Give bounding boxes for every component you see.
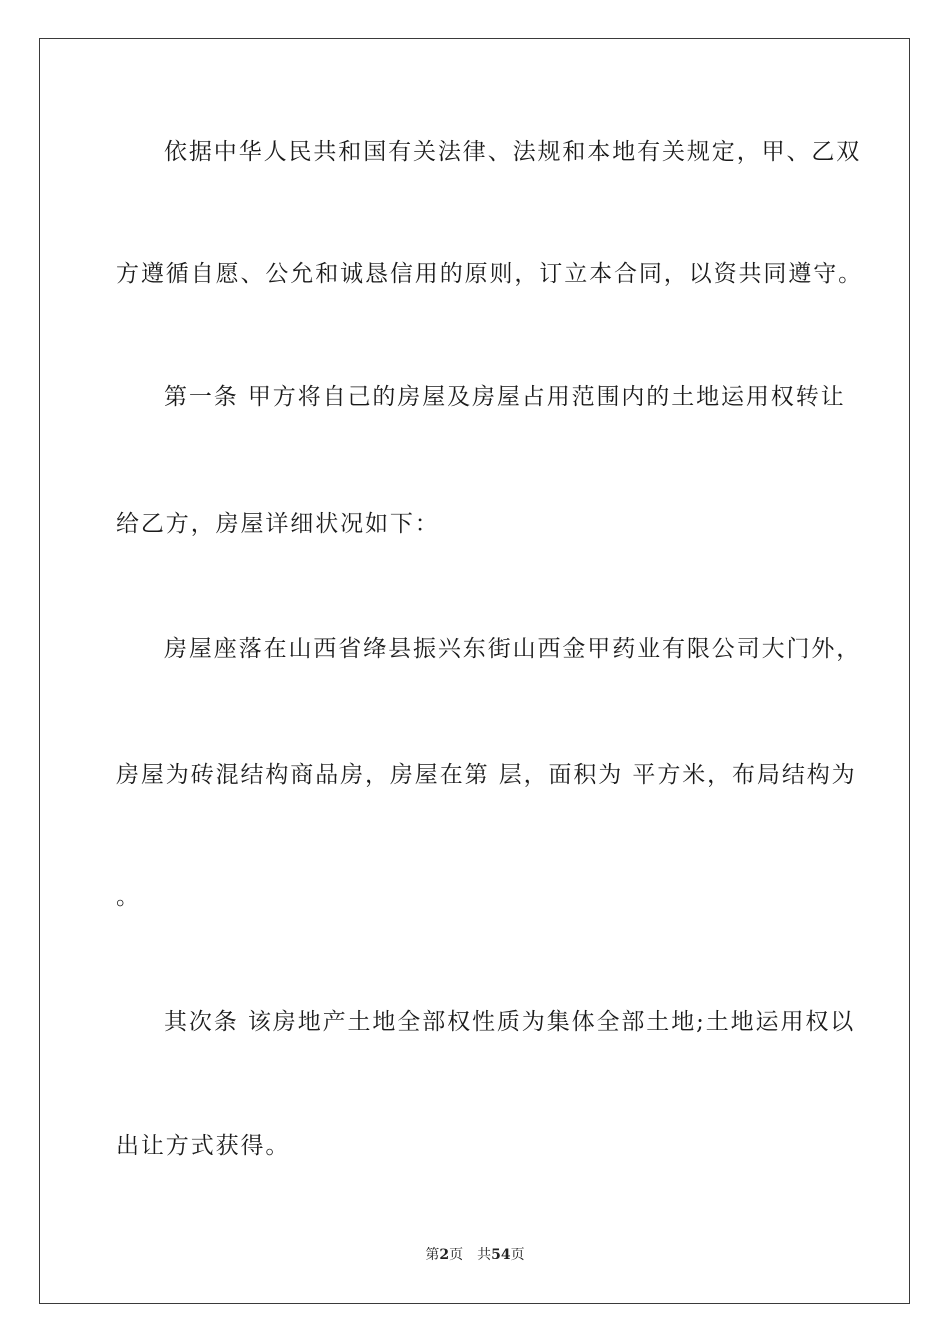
page-suffix: 页 (449, 1247, 464, 1263)
paragraph-3-line-3: 。 (116, 884, 141, 910)
page-border (39, 38, 910, 1304)
paragraph-2-line-2: 给乙方，房屋详细状况如下： (116, 511, 440, 537)
page-footer (0, 1246, 950, 1264)
paragraph-4-line-1: 其次条 该房地产土地全部权性质为集体全部土地;土地运用权以 (164, 1009, 856, 1035)
paragraph-3-line-1: 房屋座落在山西省绛县振兴东街山西金甲药业有限公司大门外， (164, 636, 862, 662)
page-number: 2 (439, 1247, 450, 1263)
paragraph-3-line-2: 房屋为砖混结构商品房，房屋在第 层，面积为 平方米，布局结构为 (116, 762, 857, 788)
total-pages: 54 (491, 1247, 511, 1263)
paragraph-1-line-1: 依据中华人民共和国有关法律、法规和本地有关规定，甲、乙双 (164, 139, 862, 165)
total-suffix: 页 (510, 1247, 525, 1263)
paragraph-4-line-2: 出让方式获得。 (116, 1133, 291, 1159)
total-prefix: 共 (477, 1247, 492, 1263)
paragraph-2-line-1: 第一条 甲方将自己的房屋及房屋占用范围内的土地运用权转让 (164, 384, 846, 410)
paragraph-1-line-2: 方遵循自愿、公允和诚恳信用的原则，订立本合同，以资共同遵守。 (116, 261, 863, 287)
page-prefix: 第 (425, 1247, 440, 1263)
